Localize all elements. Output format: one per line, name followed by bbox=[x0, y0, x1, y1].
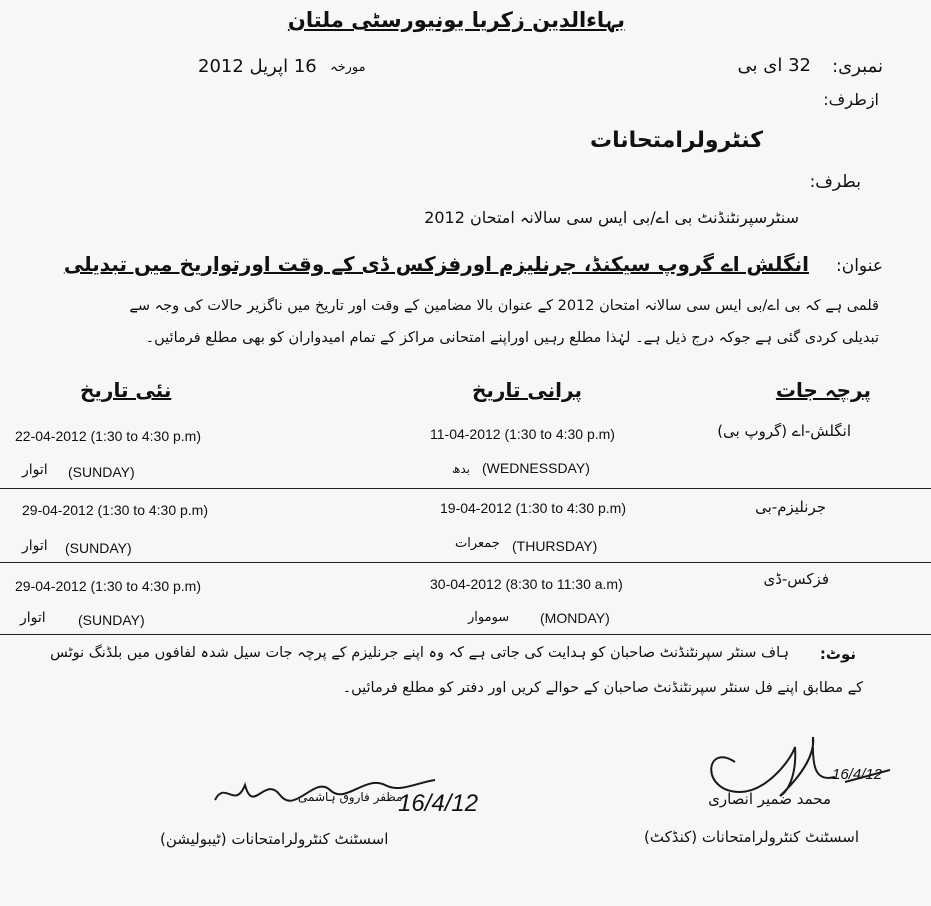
row1-new-date: 22-04-2012 (1:30 to 4:30 p.m) bbox=[15, 428, 202, 444]
row3-old-day-ur: سوموار bbox=[468, 610, 510, 625]
to-label: بطرف: bbox=[809, 172, 861, 192]
row-divider-2 bbox=[0, 562, 931, 563]
row3-old-date: 30-04-2012 (8:30 to 11:30 a.m) bbox=[430, 576, 623, 592]
note-label: نوٹ: bbox=[819, 645, 856, 663]
note-line-2: کے مطابق اپنے فل سنٹر سپرنٹنڈنٹ صاحبان کے حوالے کریں اور دفتر کو مطلع فرمائیں۔ bbox=[342, 680, 863, 696]
header-paper: پرچہ جات bbox=[775, 378, 871, 402]
university-title: بہاءالدین زکریا یونیورسٹی ملتان bbox=[287, 8, 625, 32]
row-divider-1 bbox=[0, 488, 931, 489]
left-signatory-name: مظفر فاروق ہاشمی bbox=[298, 790, 403, 804]
row1-old-day-en: (WEDNESSDAY) bbox=[482, 460, 590, 476]
row2-old-day-ur: جمعرات bbox=[455, 536, 500, 551]
row1-paper: انگلش-اے (گروپ بی) bbox=[717, 422, 851, 440]
row2-old-date: 19-04-2012 (1:30 to 4:30 p.m) bbox=[440, 500, 627, 516]
header-new-date: نئی تاریخ bbox=[80, 378, 172, 402]
row3-paper: فزکس-ڈی bbox=[763, 570, 829, 588]
row3-new-day-en: (SUNDAY) bbox=[78, 612, 145, 628]
row2-new-date: 29-04-2012 (1:30 to 4:30 p.m) bbox=[22, 502, 209, 518]
from-office: کنٹرولرامتحانات bbox=[590, 128, 763, 153]
date-value: 16 اپریل 2012 bbox=[198, 56, 317, 77]
body-line-1: قلمی ہے کہ بی اے/بی ایس سی سالانہ امتحان 2012 کے عنوان بالا مضامین کے وقت اور تاریخ میں ناگزیر حالات کی وجہ سے bbox=[129, 298, 879, 314]
number-label: نمبری: bbox=[832, 56, 883, 77]
header-old-date: پرانی تاریخ bbox=[472, 378, 582, 402]
row-divider-3 bbox=[0, 634, 931, 635]
row3-new-date: 29-04-2012 (1:30 to 4:30 p.m) bbox=[15, 578, 202, 594]
to-line: سنٹرسپرنٹنڈنٹ بی اے/بی ایس سی سالانہ امتحان 2012 bbox=[424, 208, 799, 227]
row2-paper: جرنلیزم-بی bbox=[755, 498, 826, 516]
row1-old-date: 11-04-2012 (1:30 to 4:30 p.m) bbox=[430, 426, 615, 442]
subject-text: انگلش اے گروپ سیکنڈ، جرنلیزم اورفزکس ڈی کے وقت اورتواریخ میں تبدیلی bbox=[63, 252, 809, 276]
number-value: 32 ای بی bbox=[737, 55, 811, 76]
from-label: ازطرف: bbox=[823, 90, 879, 109]
row3-new-day-ur: اتوار bbox=[20, 610, 46, 626]
subject-label: عنوان: bbox=[836, 256, 883, 276]
row2-new-day-en: (SUNDAY) bbox=[65, 540, 132, 556]
row1-old-day-ur: بدھ bbox=[452, 462, 471, 476]
right-signatory-title: اسسٹنٹ کنٹرولرامتحانات (کنڈکٹ) bbox=[644, 828, 859, 846]
note-line-1: ہاف سنٹر سپرنٹنڈنٹ صاحبان کو ہدایت کی جاتی ہے کہ وہ اپنے جرنلیزم کے پرچہ جات سیل شدہ لفافوں میں بلڈنگ نوٹس bbox=[50, 645, 789, 661]
row2-old-day-en: (THURSDAY) bbox=[512, 538, 598, 554]
row3-old-day-en: (MONDAY) bbox=[540, 610, 610, 626]
right-signature-date: 16/4/12 bbox=[832, 766, 883, 783]
row1-new-day-en: (SUNDAY) bbox=[68, 464, 135, 480]
right-signatory-name: محمد ضمیر انصاری bbox=[708, 790, 831, 808]
body-line-2: تبدیلی کردی گئی ہے جوکہ درج ذیل ہے۔ لہٰذا مطلع رہیں اوراپنے امتحانی مراکز کے تمام امیدواران کو بھی مطلع فرمائیں۔ bbox=[145, 330, 879, 346]
date-label: مورخہ bbox=[330, 60, 366, 75]
left-signatory-title: اسسٹنٹ کنٹرولرامتحانات (ٹیبولیشن) bbox=[160, 830, 389, 848]
left-signature-date: 16/4/12 bbox=[398, 790, 479, 817]
row2-new-day-ur: اتوار bbox=[22, 538, 48, 554]
row1-new-day-ur: اتوار bbox=[22, 462, 48, 478]
